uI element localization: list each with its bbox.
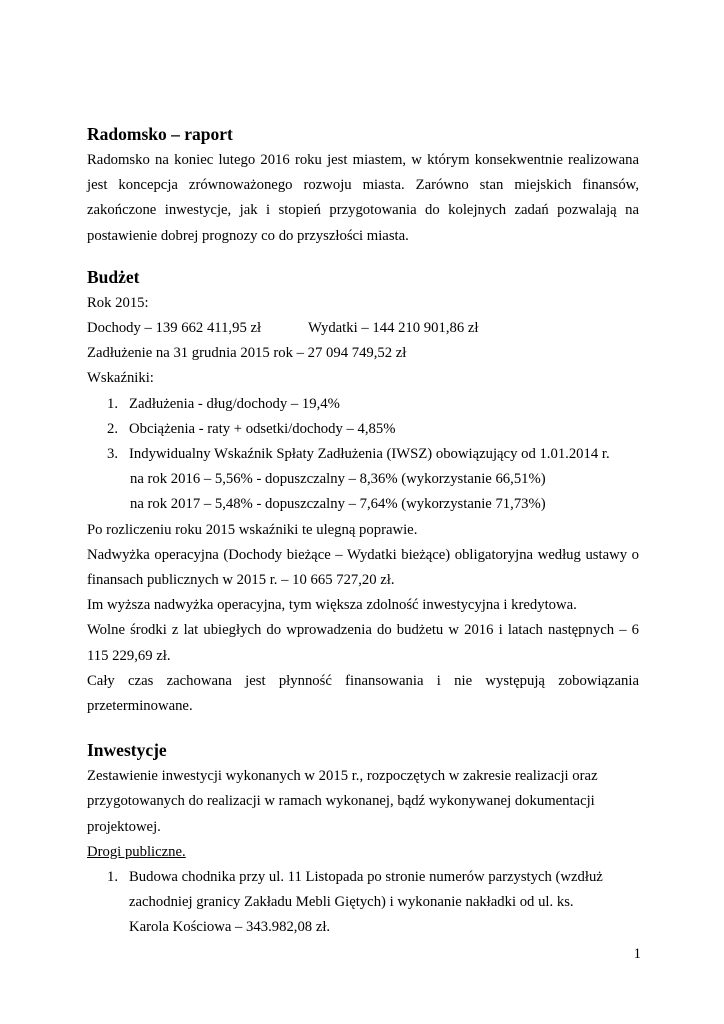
income-expenses-row (87, 316, 639, 341)
indicators-label: Wskaźniki: (87, 370, 154, 387)
budget-year: Rok 2015: (87, 294, 149, 311)
document-content (87, 120, 639, 941)
list-item (87, 865, 609, 941)
free-funds: Wolne środki z lat ubiegłych do wprowadzenia do budżetu w 2016 i latach następnych – 6 115 229,69 zł. (87, 622, 639, 664)
list-item-number: 1. (107, 869, 119, 886)
list-item-number: 1. (107, 395, 119, 412)
investments-list (87, 865, 639, 941)
list-item (87, 392, 639, 417)
after-settlement-note: Po rozliczeniu roku 2015 wskaźniki te ulegną poprawie. (87, 521, 418, 538)
list-item-number: 2. (107, 420, 119, 437)
list-item-text: Budowa chodnika przy ul. 11 Listopada po stronie numerów parzystych (wzdłuż zachodniej granicy Zakładu Mebli Giętych) i wykonanie nakładki od ul. ks. Karola Kościowa – 343.982,08 zł. (129, 869, 603, 936)
page-number: 1 (633, 946, 641, 962)
report-title: Radomsko – raport (87, 124, 233, 144)
investments-intro: Zestawienie inwestycji wykonanych w 2015 r., rozpoczętych w zakresie realizacji oraz przygotowanych do realizacji w ramach wykonanej, bądź wykonywanej dokumentacji projektowej. (87, 768, 598, 835)
expenses-value: Wydatki – 144 210 901,86 zł (308, 320, 479, 337)
iwsz-2017-line: na rok 2017 – 5,48% - dopuszczalny – 7,64% (wykorzystanie 71,73%) (130, 496, 546, 513)
debt-value: Zadłużenie na 31 grudnia 2015 rok – 27 094 749,52 zł (87, 345, 407, 362)
list-item (87, 417, 639, 442)
operating-surplus: Nadwyżka operacyjna (Dochody bieżące – Wydatki bieżące) obligatoryjna według ustawy o finansach publicznych w 2015 r. – 10 665 727,20 zł. (87, 546, 639, 589)
list-item-text: Zadłużenia - dług/dochody – 19,4% (129, 395, 340, 412)
roads-label: Drogi publiczne. (87, 843, 186, 860)
budget-heading: Budżet (87, 266, 140, 287)
list-item (87, 442, 639, 467)
list-item-number: 3. (107, 446, 119, 463)
indicators-list (87, 392, 639, 468)
list-item-text: Indywidualny Wskaźnik Spłaty Zadłużenia (IWSZ) obowiązujący od 1.01.2014 r. (129, 446, 610, 463)
intro-paragraph: Radomsko na koniec lutego 2016 roku jest miastem, w którym konsekwentnie realizowana jest koncepcja zrównoważonego rozwoju miasta. Zarówno stan miejskich finansów, zakończone inwestycje, jak i stopień przygotowania do kolejnych zadań pozwalają na postawienie dobrej prognozy co do przyszłości miasta. (87, 152, 639, 244)
list-item-text: Obciążenia - raty + odsetki/dochody – 4,85% (129, 420, 396, 437)
surplus-note: Im wyższa nadwyżka operacyjna, tym większa zdolność inwestycyjna i kredytowa. (87, 597, 577, 614)
investments-heading: Inwestycje (87, 740, 167, 761)
liquidity-note: Cały czas zachowana jest płynność finansowania i nie występują zobowiązania przeterminowane. (87, 672, 639, 715)
income-value: Dochody – 139 662 411,95 zł (87, 320, 262, 337)
iwsz-2016-line: na rok 2016 – 5,56% - dopuszczalny – 8,36% (wykorzystanie 66,51%) (130, 471, 546, 488)
